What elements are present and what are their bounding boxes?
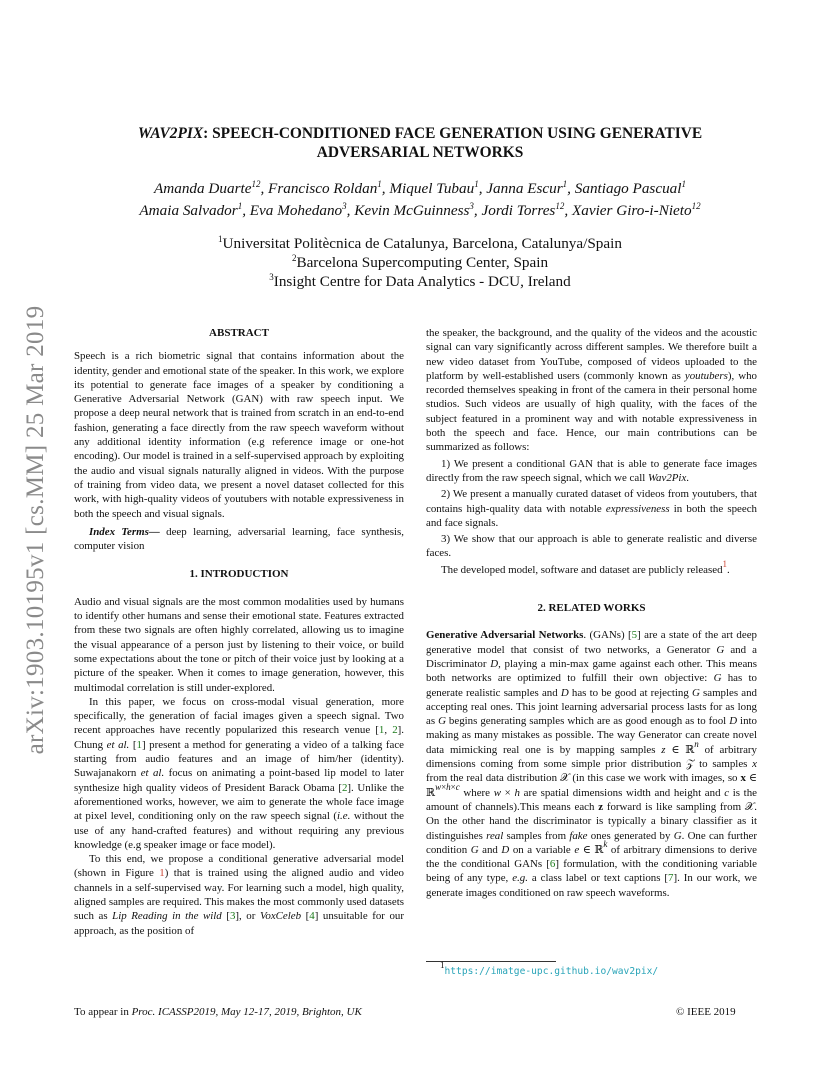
affiliation bbox=[90, 272, 750, 291]
copyright-footer: © IEEE 2019 bbox=[676, 1006, 736, 1018]
title-line2: ADVERSARIAL NETWORKS bbox=[316, 144, 524, 161]
author-sup: 1 bbox=[377, 179, 382, 189]
author-sup: 1 bbox=[562, 179, 568, 189]
affiliation-text: Barcelona Supercomputing Center, Spain bbox=[296, 254, 549, 271]
affiliation bbox=[90, 253, 750, 272]
author-name: Janna Escur bbox=[486, 180, 563, 197]
paper-title bbox=[90, 124, 750, 162]
author-sup: 1 bbox=[237, 201, 243, 211]
citation-link[interactable]: 7 bbox=[668, 872, 674, 885]
project-url-link[interactable]: https://imatge-upc.github.io/wav2pix/ bbox=[444, 966, 659, 977]
footnote-rule bbox=[426, 961, 556, 962]
intro-paragraph-3: To this end, we propose a conditional generative adversarial model (shown in Figure 1) that is trained using the aligned audio and video channels in a self-supervised way. For learning such a model, high quality, aligned samples are required. This makes the most commonly used datasets such as Lip Reading in the wild [3], or VoxCeleb [4] unsuitable for our approach, as the position of bbox=[74, 853, 404, 937]
citation-link[interactable]: 1 bbox=[136, 738, 142, 751]
citation-link[interactable]: 3 bbox=[229, 910, 236, 923]
affiliations bbox=[90, 234, 750, 291]
author-sup: 12 bbox=[555, 201, 565, 211]
author-name: Jordi Torres bbox=[481, 202, 556, 219]
abstract-text: Speech is a rich biometric signal that contains information about the identity, gender and emotional state of the speaker. In this work, we explore its potential to generate face images of a speaker by conditioning a Generative Adversarial Network (GAN) with raw speech input. We propose a deep neural network that is trained from scratch in an end-to-end fashion, generating a face directly from the raw speech waveform without any additional identity information (e.g reference image or one-hot encoding). Our model is trained in a self-supervised approach by exploiting the audio and visual signals naturally aligned in videos. With the purpose of training from video data, we present a novel dataset collected for this work, with high-quality videos of youtubers with notable expressiveness in both the speech and visual signals. bbox=[74, 350, 404, 520]
author-name: Xavier Giro-i-Nieto bbox=[571, 202, 692, 219]
author-sup: 1 bbox=[681, 179, 686, 189]
figure-link[interactable]: 1 bbox=[159, 867, 165, 880]
venue-text: Proc. ICASSP2019, May 12-17, 2019, Brighton, UK bbox=[131, 1006, 362, 1018]
citation-link[interactable]: 1 bbox=[378, 724, 385, 737]
citation-link[interactable]: 2 bbox=[392, 724, 398, 737]
author-name: Eva Mohedano bbox=[249, 202, 343, 219]
related-works-heading: 2. RELATED WORKS bbox=[537, 602, 646, 615]
arxiv-identifier-text: arXiv:1903.10195v1 [cs.MM] 25 Mar 2019 bbox=[22, 305, 49, 755]
citation-link[interactable]: 5 bbox=[631, 629, 638, 642]
intro-paragraph-1: Audio and visual signals are the most common modalities used by humans to identify other humans and sense their emotional state. Features extracted from these two signals are often highly correlated, allowing us to imagine the visual appearance of a person just by listening to their voice, or build some expectations about the tone or pitch of their voice just by looking at a picture of the speaker. When it comes to image generation, however, this multimodal correlation is still under-explored. bbox=[74, 595, 404, 694]
author-sup: 3 bbox=[469, 201, 474, 211]
affiliation-sup: 1 bbox=[218, 234, 223, 244]
venue-footer: To appear in Proc. ICASSP2019, May 12-17, 2019, Brighton, UK bbox=[74, 1006, 362, 1018]
index-terms bbox=[74, 525, 404, 554]
author-sup: 12 bbox=[251, 179, 261, 189]
author-name: Santiago Pascual bbox=[574, 180, 682, 197]
left-column bbox=[74, 326, 404, 938]
footnote bbox=[440, 960, 659, 977]
release-statement: The developed model, software and dataset are publicly released$^1$. bbox=[441, 558, 730, 576]
abstract-heading: ABSTRACT bbox=[209, 327, 269, 339]
intro-heading: 1. INTRODUCTION bbox=[189, 568, 289, 581]
arxiv-identifier bbox=[16, 270, 56, 790]
affiliation bbox=[90, 234, 750, 253]
intro-paragraph-2: In this paper, we focus on cross-modal visual generation, more specifically, the generation of facial images given a speech signal. Two recent approaches have recently popularized this research venue [1, 2]. Chung et al. [1] present a method for generating a video of a talking face starting from audio features and an image of him/her (identity). Suwajanakorn et al. focus on animating a point-based lip model to later synthesize high quality videos of President Barack Obama [2]. Unlike the aforementioned works, however, we aim to generate the whole face image at pixel level, conditioning only on the raw speech signal (i.e. without the use of any hand-crafted features) and without requiring any previous knowledge (e.g speaker image or face model). bbox=[74, 695, 405, 851]
citation-link[interactable]: 6 bbox=[549, 858, 556, 871]
citation-link[interactable]: 4 bbox=[309, 910, 315, 923]
footnote-link[interactable]: 1 bbox=[722, 558, 728, 569]
index-terms-label: Index Terms— bbox=[89, 525, 160, 538]
index-terms-text: deep learning, adversarial learning, face synthesis, computer vision bbox=[74, 525, 404, 553]
affiliation-text: Universitat Politècnica de Catalunya, Barcelona, Catalunya/Spain bbox=[222, 235, 622, 252]
title-italic: WAV2PIX bbox=[137, 125, 204, 142]
author-sup: 1 bbox=[474, 179, 479, 189]
author-name: Amanda Duarte bbox=[154, 180, 252, 197]
right-column bbox=[426, 326, 757, 900]
author-sup: 3 bbox=[342, 201, 347, 211]
author-name: Amaia Salvador bbox=[139, 202, 238, 219]
authors-line-2: Amaia Salvador$^1$, Eva Mohedano$^3$, Kevin McGuinness$^3$, Jordi Torres$^{12}$, Xavier Giro-i-Nieto$^{12}$ bbox=[139, 201, 701, 219]
authors bbox=[90, 178, 750, 222]
author-name: Miquel Tubau bbox=[389, 180, 475, 197]
author-name: Kevin McGuinness bbox=[354, 202, 470, 219]
contribution-1: 1) We present a conditional GAN that is able to generate face images directly from the raw speech signal, which we call Wav2Pix. bbox=[426, 457, 757, 484]
title-line1: : SPEECH-CONDITIONED FACE GENERATION USING GENERATIVE bbox=[203, 125, 703, 142]
citation-link[interactable]: 2 bbox=[341, 781, 348, 794]
authors-line-1: Amanda Duarte$^{12}$, Francisco Roldan$^1$, Miquel Tubau$^1$, Janna Escur$^1$, Santiago Pascual$^1$ bbox=[154, 179, 686, 197]
contribution-3: 3) We show that our approach is able to generate realistic and diverse faces. bbox=[426, 533, 757, 560]
affiliation-sup: 2 bbox=[291, 253, 297, 263]
contribution-2: 2) We present a manually curated dataset of videos from youtubers, that contains high-quality data with notable expressiveness in both the speech and face signals. bbox=[426, 488, 757, 529]
affiliation-text: Insight Centre for Data Analytics - DCU, Ireland bbox=[273, 273, 571, 290]
intro-continued: the speaker, the background, and the quality of the videos and the acoustic signal can vary significantly across different samples. We therefore built a new video dataset from YouTube, composed of videos uploaded to the platform by well-established users (commonly known as youtubers), who recorded themselves speaking in front of the camera in their personal home studios. Such videos are usually of high quality, with the faces of the subject featured in a prominent way and with notable expressiveness in both the speech and face. Hence, our main contributions can be summarized as follows: bbox=[426, 327, 758, 454]
author-sup: 12 bbox=[691, 201, 701, 211]
affiliation-sup: 3 bbox=[269, 272, 274, 282]
footnote-mark: 1 bbox=[440, 960, 445, 970]
related-works-paragraph: Generative Adversarial Networks. (GANs) [5] are a state of the art deep generative model that consist of two networks, a Generator G and a Discriminator D, playing a min-max game against each other. This means both networks are optimized to fulfill their own objective: G has to generate realistic samples and D has to be good at rejecting G samples and accepting real ones. This joint learning adversarial process lasts for as long as G begins generating samples which are as good enough as to fool D into making as many mistakes as possible. The way Generator can create novel data mimicking real one is by mapping samples z ∈ ℝ$^n$ of arbitrary dimensions coming from some simple prior distribution 𝒵 to samples x from the real data distribution 𝒳 (in this case we work with images, so x ∈ ℝ$^{w\times h\times c}$ where w × h are spatial dimensions width and height and c is the amount of channels).This means each z forward is like sampling from 𝒳. On the other hand the discriminator is typically a binary classifier as it distinguishes real samples from fake ones generated by G. One can further condition G and D on a variable e ∈ ℝ$^k$ of arbitrary dimensions to derive the the conditional GANs [6] formulation, with the conditioning variable being of any type, e.g. a class label or text captions [7]. In our work, we generate images conditioned on raw speech waveforms. bbox=[426, 629, 757, 899]
author-name: Francisco Roldan bbox=[268, 180, 378, 197]
